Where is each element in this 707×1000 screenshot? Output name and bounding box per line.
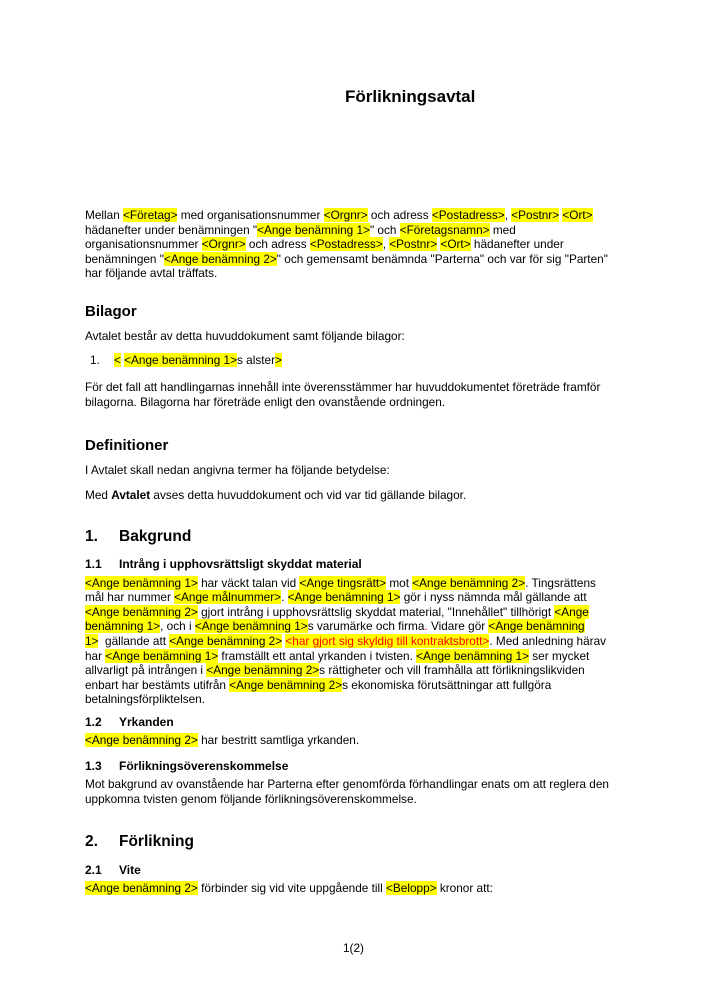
- definitioner-intro-paragraph: [85, 463, 675, 478]
- text-segment: ,: [504, 208, 512, 222]
- heading-section-2: [85, 832, 675, 851]
- text-line: [85, 619, 675, 634]
- placeholder-field: <Ange benämning: [488, 619, 585, 634]
- placeholder-field: <: [114, 352, 121, 367]
- text-segment: . Med anledning härav: [489, 633, 607, 648]
- document-title: Förlikningsavtal: [345, 87, 476, 106]
- text-line: [85, 329, 675, 344]
- text-segment: enbart har bestämts utifrån: [85, 677, 230, 692]
- placeholder-field: <Ange benämning 2>: [412, 575, 526, 590]
- list-item: [90, 353, 675, 368]
- text-segment: s ekonomiska förutsättningar att fullgöra: [342, 677, 552, 692]
- heading-section-1-2: [85, 715, 675, 730]
- text-segment: .: [281, 590, 288, 605]
- text-segment: bilagorna. Bilagorna har företräde enligt den ovanstående ordningen.: [85, 394, 446, 409]
- text-segment: . Tingsrättens: [525, 575, 596, 590]
- text-segment: och adress: [245, 237, 310, 252]
- text-line: [85, 590, 675, 605]
- text-line: [85, 380, 675, 395]
- bilagor-intro-paragraph: [85, 329, 675, 344]
- text-segment: med organisationsnummer: [177, 208, 324, 222]
- text-line: [85, 649, 675, 664]
- placeholder-field: <Belopp>: [386, 880, 437, 895]
- heading-bilagor: Bilagor: [85, 302, 137, 320]
- placeholder-field: <Ange tingsrätt>: [299, 575, 387, 590]
- placeholder-field: <Ort>: [562, 208, 593, 222]
- text-segment: " och gemensamt benämnda "Parterna" och var för sig "Parten": [276, 251, 608, 266]
- text-line: [85, 237, 675, 252]
- text-segment: hädanefter under: [470, 237, 564, 252]
- text-line: [85, 208, 675, 223]
- placeholder-field: <Ange benämning 2>: [85, 604, 198, 619]
- text-segment: I Avtalet skall nedan angivna termer ha följande betydelse:: [85, 463, 390, 478]
- placeholder-field: <Ange benämning 2>: [229, 677, 343, 692]
- precedence-paragraph: [85, 380, 675, 409]
- placeholder-field: <Ange: [554, 604, 589, 619]
- placeholder-field: <Företagsnamn>: [399, 222, 490, 237]
- text-line: [85, 792, 675, 807]
- list-item-number: 1.: [90, 352, 100, 367]
- text-segment: " och: [369, 222, 400, 237]
- placeholder-field: <Ange benämning 1>: [257, 222, 370, 237]
- placeholder-field: <Ange målnummer>: [174, 590, 282, 605]
- text-segment: Avtalet: [111, 487, 151, 502]
- placeholder-field: <Företag>: [123, 208, 178, 222]
- section-1-2-body: [85, 733, 675, 748]
- text-line: [85, 663, 675, 678]
- text-line: [85, 881, 675, 896]
- heading-section-1-1: [85, 557, 675, 572]
- text-line: [85, 252, 675, 267]
- text-segment: s varumärke och firma: [307, 619, 425, 634]
- placeholder-field: <Ange benämning 2>: [206, 663, 320, 678]
- text-segment: förbinder sig vid vite uppgående till: [197, 880, 387, 895]
- placeholder-field: <Postadress>: [431, 208, 505, 222]
- placeholder-field: <Ange benämning 1>: [124, 352, 237, 367]
- placeholder-field: <Ange benämning 1>: [194, 619, 308, 634]
- placeholder-field: 1>: [85, 633, 99, 648]
- placeholder-field: <Postadress>: [309, 237, 383, 252]
- heading-section-2-title: Förlikning: [119, 832, 194, 850]
- text-segment: Mellan: [85, 208, 124, 222]
- placeholder-field: <Ange benämning 1>: [416, 648, 529, 663]
- placeholder-field: <Ange benämning 2>: [85, 732, 198, 747]
- text-segment: har bestritt samtliga yrkanden.: [197, 732, 360, 747]
- heading-section-2-number: 2.: [85, 832, 98, 850]
- text-segment: hädanefter under benämningen ": [85, 222, 258, 237]
- text-segment: Avtalet består av detta huvuddokument samt följande bilagor:: [85, 328, 405, 343]
- text-segment: s alster: [237, 352, 276, 367]
- text-segment: .: [424, 619, 428, 634]
- heading-section-1-2-number: 1.2: [85, 714, 102, 729]
- text-line: [85, 266, 675, 281]
- heading-section-1-3-number: 1.3: [85, 759, 102, 774]
- placeholder-field: <Orgnr>: [323, 208, 368, 222]
- heading-section-1-3: [85, 759, 675, 774]
- heading-section-1-number: 1.: [85, 527, 98, 545]
- heading-definitioner: Definitioner: [85, 437, 169, 455]
- text-segment: allvarligt på intrången i: [85, 663, 207, 678]
- text-segment: Vidare gör: [427, 619, 489, 634]
- text-segment: har följande avtal träffats.: [85, 266, 218, 281]
- text-segment: ,: [382, 237, 390, 252]
- text-line: [85, 692, 675, 707]
- text-segment: och adress: [367, 208, 432, 222]
- placeholder-field: <Postnr>: [389, 237, 438, 252]
- text-segment: , och i: [160, 619, 195, 634]
- text-line: [85, 463, 675, 478]
- placeholder-field: <har gjort sig skyldig till kontraktsbrott>: [285, 633, 490, 648]
- heading-section-1-3-title: Förlikningsöverenskommelse: [119, 759, 289, 774]
- placeholder-field: <Ange benämning 1>: [287, 590, 401, 605]
- text-segment: s rättigheter och vill framhålla att förlikningslikviden: [319, 663, 585, 678]
- heading-section-2-1-number: 2.1: [85, 862, 102, 877]
- document-content: [85, 0, 675, 895]
- text-segment: ser mycket: [529, 648, 590, 663]
- placeholder-field: <Ange benämning 2>: [163, 251, 277, 266]
- placeholder-field: benämning 1>: [85, 619, 161, 634]
- section-1-1-body: [85, 576, 675, 707]
- placeholder-field: <Ange benämning 2>: [85, 880, 198, 895]
- placeholder-field: <Ort>: [440, 237, 471, 252]
- text-segment: benämningen ": [85, 251, 164, 266]
- text-line: [85, 223, 675, 238]
- heading-section-1-2-title: Yrkanden: [119, 714, 174, 729]
- heading-section-1: [85, 527, 675, 546]
- text-segment: kronor att:: [436, 880, 493, 895]
- text-line: [85, 777, 675, 792]
- text-segment: har: [85, 648, 106, 663]
- text-line: [85, 395, 675, 410]
- text-segment: gjort intrång i upphovsrättslig skyddat material, "Innehållet" tillhörigt: [197, 604, 555, 619]
- placeholder-field: <Orgnr>: [201, 237, 246, 252]
- text-line: [85, 488, 675, 503]
- text-segment: organisationsnummer: [85, 237, 202, 252]
- list-item-text: [114, 353, 282, 368]
- text-segment: betalningsförpliktelsen.: [85, 692, 206, 707]
- text-segment: har väckt talan vid: [197, 575, 300, 590]
- text-line: [85, 605, 675, 620]
- text-line: [85, 576, 675, 591]
- placeholder-field: <Ange benämning 1>: [105, 648, 219, 663]
- placeholder-field: <Ange benämning 2>: [169, 633, 283, 648]
- heading-section-1-title: Bakgrund: [119, 527, 192, 545]
- section-2-1-body: [85, 881, 675, 896]
- placeholder-field: >: [275, 352, 282, 367]
- heading-section-2-1-title: Vite: [119, 862, 141, 877]
- text-segment: gör i nyss nämnda mål gällande att: [400, 590, 587, 605]
- text-segment: uppkomna tvisten genom följande förlikningsöverenskommelse.: [85, 792, 417, 807]
- placeholder-field: <Ange benämning 1>: [85, 575, 198, 590]
- section-1-3-body: [85, 777, 675, 806]
- text-segment: framställt ett antal yrkanden i tvisten.: [218, 648, 417, 663]
- text-line: [85, 733, 675, 748]
- text-segment: gällande att: [98, 633, 170, 648]
- text-segment: mål har nummer: [85, 590, 175, 605]
- avtalet-definition-paragraph: [85, 488, 675, 503]
- heading-section-1-1-title: Intrång i upphovsrättsligt skyddat material: [119, 556, 362, 571]
- text-segment: mot: [386, 575, 413, 590]
- text-segment: avses detta huvuddokument och vid var tid gällande bilagor.: [150, 487, 467, 502]
- page-number: 1(2): [343, 941, 364, 955]
- heading-section-2-1: [85, 863, 675, 878]
- text-line: [85, 634, 675, 649]
- heading-section-1-1-number: 1.1: [85, 556, 102, 571]
- text-segment: Mot bakgrund av ovanstående har Parterna efter genomförda förhandlingar enats om att reglera den: [85, 777, 609, 792]
- text-line: [114, 353, 282, 368]
- intro-paragraph: [85, 208, 675, 281]
- text-segment: För det fall att handlingarnas innehåll inte överensstämmer har huvuddokumentet företräde framför: [85, 380, 601, 395]
- text-segment: Med: [85, 487, 112, 502]
- text-line: [85, 678, 675, 693]
- placeholder-field: <Postnr>: [511, 208, 560, 222]
- text-segment: med: [489, 222, 516, 237]
